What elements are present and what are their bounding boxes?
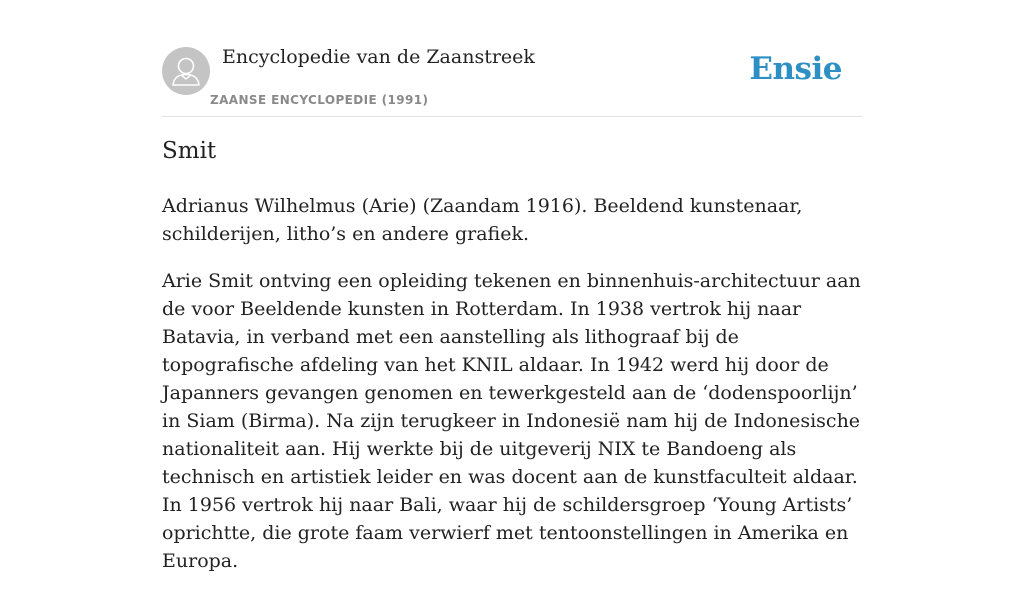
entry-title: Smit — [162, 138, 217, 164]
user-icon — [162, 47, 210, 95]
brand-logo-link[interactable]: Ensie — [749, 51, 842, 87]
entry-paragraph: Adrianus Wilhelmus (Arie) (Zaandam 1916). Beeldend kunstenaar, schilderijen, litho’s en andere grafiek. — [162, 195, 803, 245]
source-subtitle: ZAANSE ENCYCLOPEDIE (1991) — [210, 93, 429, 107]
entry-body — [162, 192, 862, 594]
entry-paragraph: Arie Smit ontving een opleiding tekenen en binnenhuis-architectuur aan de voor Beeldende kunsten in Rotterdam. In 1938 vertrok hij naar Batavia, in verband met een aanstelling als lithograaf bij de topografische afdeling van het KNIL aldaar. In 1942 werd hij door de Japanners gevangen genomen en tewerkgesteld aan de ‘dodenspoorlijn’ in Siam (Birma). Na zijn terugkeer in Indonesië nam hij de Indonesische nationaliteit aan. Hij werkte bij de uitgeverij NIX te Bandoeng als technisch en artistiek leider en was docent aan de kunstfaculteit aldaar. In 1956 vertrok hij naar Bali, waar hij de schildersgroep ‘Young Artists’ oprichtte, die grote faam verwierf met tentoonstellingen in Amerika en Europa. — [162, 270, 861, 572]
avatar[interactable] — [162, 47, 210, 95]
source-title-link[interactable]: Encyclopedie van de Zaanstreek — [222, 46, 535, 68]
source-header — [162, 46, 862, 117]
